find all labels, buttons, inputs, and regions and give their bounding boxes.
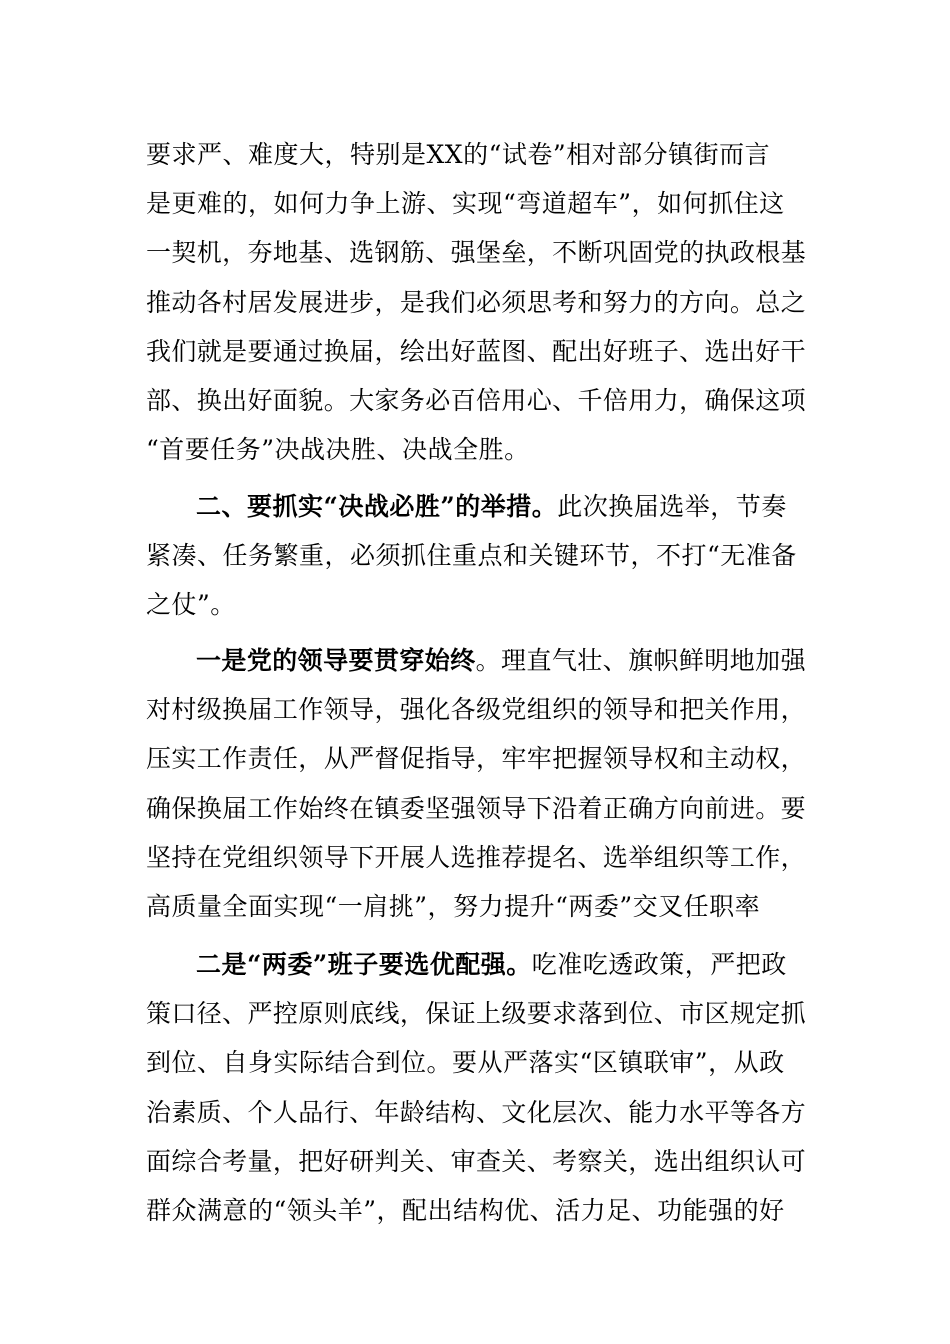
text-line [146,685,806,734]
text-line [146,1088,806,1137]
text-line [146,482,806,531]
body-text: 策口径、严控原则底线，保证上级要求落到位、市区规定抓 [146,999,807,1029]
text-line [146,784,806,833]
body-text: 紧凑、任务繁重，必须抓住重点和关键环节，不打“无准备 [146,541,797,571]
text-line [146,882,806,931]
body-text: 要求严、难度大，特别是XX的“试卷”相对部分镇街而言 [146,140,771,169]
body-text: 。理直气壮、旗帜鲜明地加强 [475,646,807,675]
body-text: 面综合考量，把好研判关、审查关、考察关，选出组织认可 [146,1146,807,1176]
text-line [146,179,806,228]
text-line [146,580,806,629]
body-text: 部、换出好面貌。大家务必百倍用心、千倍用力，确保这项 [146,385,807,415]
paragraph [146,482,806,630]
text-line [146,989,806,1038]
body-text: 我们就是要通过换届，绘出好蓝图、配出好班子、选出好干 [146,336,807,366]
bold-heading-text: 二是“两委”班子要选优配强。 [196,950,532,979]
text-line [146,228,806,277]
body-text: “首要任务”决战决胜、决战全胜。 [146,435,530,465]
text-line [146,1186,806,1235]
bold-heading-text: 一是党的领导要贯穿始终 [196,646,476,675]
text-line [146,636,806,685]
text-line [146,531,806,580]
body-text: 此次换届选举，节奏 [557,492,787,521]
body-text: 确保换届工作始终在镇委坚强领导下沿着正确方向前进。要 [146,793,807,823]
paragraph [146,130,806,474]
body-text: 之仗”。 [146,590,236,620]
text-line [146,734,806,783]
text-line [146,1038,806,1087]
body-text: 坚持在党组织领导下开展人选推荐提名、选举组织等工作， [146,842,807,872]
body-text: 群众满意的“领头羊”，配出结构优、活力足、功能强的好 [146,1195,785,1225]
paragraph [146,940,806,1235]
body-text: 一契机，夯地基、选钢筋、强堡垒，不断巩固党的执政根基 [146,238,807,268]
body-text: 吃准吃透政策，严把政 [531,950,787,979]
body-text: 高质量全面实现“一肩挑”，努力提升“两委”交叉任职率 [146,891,761,921]
text-line [146,425,806,474]
body-text: 推动各村居发展进步，是我们必须思考和努力的方向。总之 [146,287,807,317]
text-line [146,1137,806,1186]
text-line [146,130,806,179]
paragraph [146,636,806,931]
body-text: 压实工作责任，从严督促指导，牢牢把握领导权和主动权， [146,744,807,774]
text-line [146,376,806,425]
body-text: 是更难的，如何力争上游、实现“弯道超车”，如何抓住这 [146,189,785,219]
text-line [146,278,806,327]
text-line [146,940,806,989]
text-line [146,833,806,882]
bold-heading-text: 二、要抓实“决战必胜”的举措。 [196,492,558,521]
body-text: 对村级换届工作领导，强化各级党组织的领导和把关作用， [146,695,807,725]
body-text: 到位、自身实际结合到位。要从严落实“区镇联审”，从政 [146,1048,785,1078]
body-text: 治素质、个人品行、年龄结构、文化层次、能力水平等各方 [146,1097,807,1127]
text-line [146,327,806,376]
